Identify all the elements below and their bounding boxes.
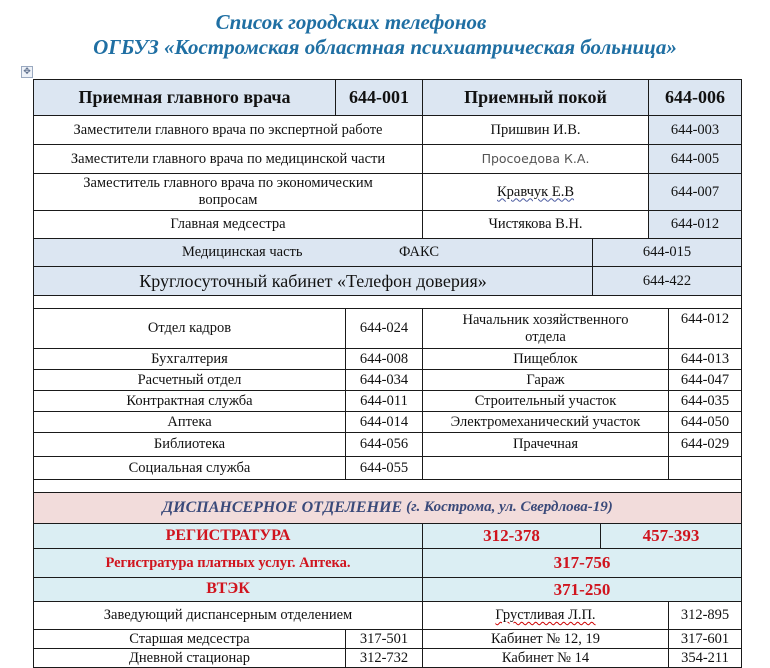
fax-department: Медицинская часть xyxy=(182,244,303,261)
dispensary-address: (г. Кострома, ул. Свердлова-19) xyxy=(406,499,613,516)
table-move-handle-icon[interactable]: ✥ xyxy=(21,66,33,78)
department-name: Электромеханический участок xyxy=(422,411,669,433)
deputy-role: Главная медсестра xyxy=(33,210,423,239)
dispensary-head-phone: 312-895 xyxy=(668,601,742,630)
dispensary-heading-cell xyxy=(33,492,742,524)
department-phone: 644-024 xyxy=(345,308,423,349)
department-phone: 644-055 xyxy=(345,456,423,480)
department-name: Расчетный отдел xyxy=(33,369,346,391)
spacer-row xyxy=(33,479,742,493)
vtek-phone: 371-250 xyxy=(422,577,742,602)
fax-label: ФАКС xyxy=(399,244,439,261)
registry-label: РЕГИСТРАТУРА xyxy=(33,523,423,549)
dispensary-head-role: Заведующий диспансерным отделением xyxy=(33,601,423,630)
trust-line-phone: 644-422 xyxy=(592,266,742,296)
dispensary-row-name: Дневной стационар xyxy=(33,648,346,668)
department-name: Бухгалтерия xyxy=(33,348,346,370)
organization-title: ОГБУЗ «Костромская областная психиатрическая больница» xyxy=(93,35,677,59)
header-reception-label: Приемная главного врача xyxy=(33,79,336,116)
department-name: Пищеблок xyxy=(422,348,669,370)
dispensary-row-phone: 317-501 xyxy=(345,629,423,649)
department-phone: 644-056 xyxy=(345,432,423,457)
department-name: Отдел кадров xyxy=(33,308,346,349)
dispensary-row-name: Старшая медсестра xyxy=(33,629,346,649)
department-phone: 644-014 xyxy=(345,411,423,433)
dispensary-head-name: Грустливая Л.П. xyxy=(495,607,596,624)
department-name: Библиотека xyxy=(33,432,346,457)
deputy-role: Заместитель главного врача по экономическим вопросам xyxy=(33,173,423,211)
deputy-name: Чистякова В.Н. xyxy=(422,210,649,239)
department-name: Начальник хозяйственного отдела xyxy=(422,308,669,349)
department-phone: 644-034 xyxy=(345,369,423,391)
department-phone: 644-011 xyxy=(345,390,423,412)
deputy-phone: 644-012 xyxy=(648,210,742,239)
paid-services-label: Регистратура платных услуг. Аптека. xyxy=(33,548,423,578)
department-name: Гараж xyxy=(422,369,669,391)
department-phone: 644-012 xyxy=(668,308,742,349)
dispensary-head-name-cell xyxy=(422,601,669,630)
header-admission-phone: 644-006 xyxy=(648,79,742,116)
dispensary-row-phone: 354-211 xyxy=(668,648,742,668)
department-name: Контрактная служба xyxy=(33,390,346,412)
department-name: Социальная служба xyxy=(33,456,346,480)
department-name xyxy=(422,456,669,480)
dispensary-heading: ДИСПАНСЕРНОЕ ОТДЕЛЕНИЕ xyxy=(162,498,403,516)
department-phone: 644-047 xyxy=(668,369,742,391)
fax-label-cell xyxy=(33,238,593,267)
department-phone: 644-013 xyxy=(668,348,742,370)
department-phone: 644-050 xyxy=(668,411,742,433)
deputy-name-cell xyxy=(422,173,649,211)
spacer-row xyxy=(33,295,742,309)
department-name: Прачечная xyxy=(422,432,669,457)
department-name: Аптека xyxy=(33,411,346,433)
deputy-role: Заместители главного врача по медицинской части xyxy=(33,144,423,174)
header-reception-phone: 644-001 xyxy=(335,79,423,116)
deputy-name: Кравчук Е.В xyxy=(496,183,575,200)
deputy-role: Заместители главного врача по экспертной работе xyxy=(33,115,423,145)
department-phone: 644-035 xyxy=(668,390,742,412)
dispensary-row-name: Кабинет № 14 xyxy=(422,648,669,668)
deputy-phone: 644-007 xyxy=(648,173,742,211)
header-admission-label: Приемный покой xyxy=(422,79,649,116)
department-name: Строительный участок xyxy=(422,390,669,412)
department-phone: 644-029 xyxy=(668,432,742,457)
dispensary-row-name: Кабинет № 12, 19 xyxy=(422,629,669,649)
deputy-name: Просоедова К.А. xyxy=(422,144,649,174)
vtek-label: ВТЭК xyxy=(33,577,423,602)
deputy-phone: 644-003 xyxy=(648,115,742,145)
dispensary-row-phone: 312-732 xyxy=(345,648,423,668)
trust-line-label: Круглосуточный кабинет «Телефон доверия» xyxy=(33,266,593,296)
document-title: Список городских телефонов xyxy=(215,10,487,34)
deputy-phone: 644-005 xyxy=(648,144,742,174)
department-phone: 644-008 xyxy=(345,348,423,370)
paid-services-phone: 317-756 xyxy=(422,548,742,578)
deputy-name: Пришвин И.В. xyxy=(422,115,649,145)
registry-phone-2: 457-393 xyxy=(600,523,742,549)
fax-phone: 644-015 xyxy=(592,238,742,267)
department-phone xyxy=(668,456,742,480)
dispensary-row-phone: 317-601 xyxy=(668,629,742,649)
registry-phone-1: 312-378 xyxy=(422,523,601,549)
